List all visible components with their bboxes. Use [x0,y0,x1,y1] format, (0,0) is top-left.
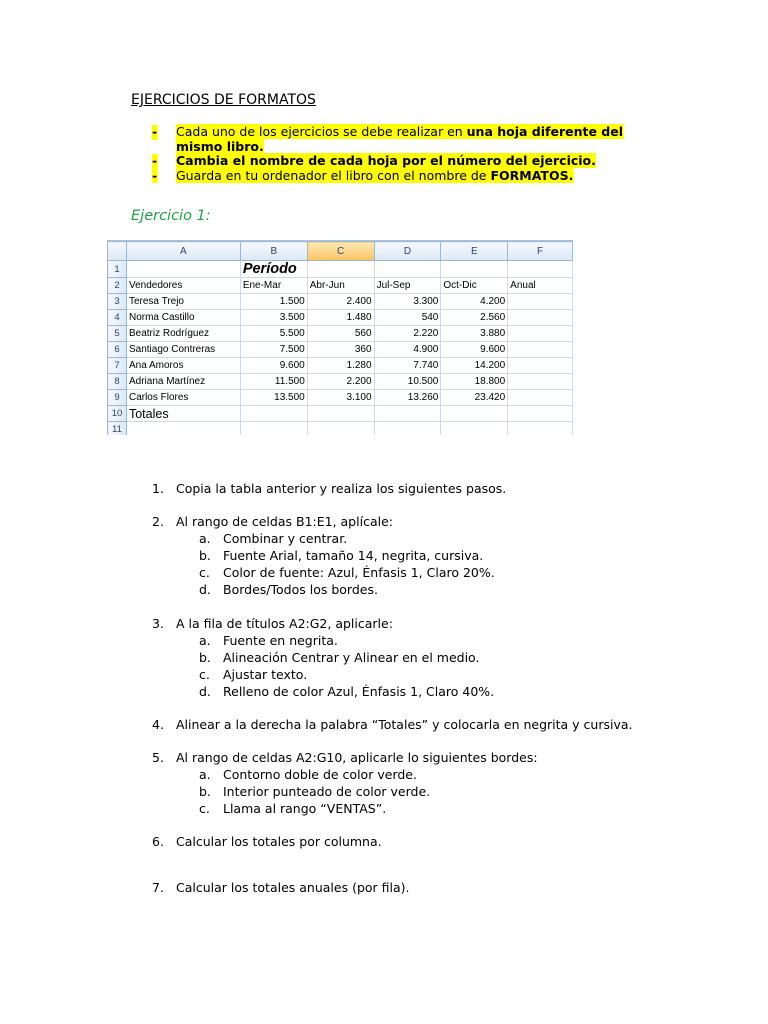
row-number: 8 [108,374,127,390]
instruction-item [152,154,652,169]
steps-list [152,480,712,896]
sheet-cell: 4.200 [441,294,508,310]
step-item [152,749,712,766]
sub-step-letter: a. [199,767,211,782]
sheet-cell: 4.900 [374,342,441,358]
sheet-cell [441,422,508,436]
sheet-cell [508,390,573,406]
step-number: 6. [152,834,164,849]
sheet-cell [441,261,508,278]
column-header: B [240,242,307,261]
sheet-cell: Beatriz Rodríguez [126,326,240,342]
column-header: C [307,242,374,261]
sheet-cell: 10.500 [374,374,441,390]
sub-step-text: Combinar y centrar. [223,531,348,546]
spreadsheet-screenshot [107,240,573,435]
sheet-cell: Período [240,261,307,278]
sheet-cell: 3.500 [240,310,307,326]
sheet-cell: 360 [307,342,374,358]
sheet-cell [126,261,240,278]
sheet-row [108,278,573,294]
step-number: 1. [152,481,164,496]
column-header: A [126,242,240,261]
sub-step-letter: a. [199,633,211,648]
sheet-cell: 14.200 [441,358,508,374]
step-number: 5. [152,750,164,765]
sheet-row [108,342,573,358]
sheet-cell: Anual [508,278,573,294]
column-header: F [508,242,573,261]
row-number: 2 [108,278,127,294]
sheet-cell: 1.480 [307,310,374,326]
row-number: 10 [108,406,127,422]
step-item [152,480,712,497]
instruction-bold: una hoja diferente del mismo libro. [176,124,624,154]
sub-step-letter: c. [199,801,210,816]
sheet-cell: Norma Castillo [126,310,240,326]
column-header-row [108,242,573,261]
instructions-list [152,125,652,183]
row-number: 9 [108,390,127,406]
sheet-cell: Totales [126,406,240,422]
row-number: 7 [108,358,127,374]
instruction-bold: Cambia el nombre de cada hoja por el número del ejercicio. [176,153,596,168]
step-text: Calcular los totales por columna. [176,834,382,849]
sheet-cell: 13.260 [374,390,441,406]
row-number: 4 [108,310,127,326]
sub-step-item [152,666,712,683]
step-text: Calcular los totales anuales (por fila). [176,880,410,895]
sheet-cell [307,422,374,436]
sheet-cell [508,406,573,422]
step-text: Copia la tabla anterior y realiza los siguientes pasos. [176,481,507,496]
bullet-dash: - [152,153,158,168]
sub-step-item [152,783,712,800]
sub-step-letter: b. [199,784,211,799]
sub-step-text: Interior punteado de color verde. [223,784,431,799]
bullet-dash: - [152,124,158,139]
sub-step-text: Relleno de color Azul, Énfasis 1, Claro 40%. [223,684,495,699]
bullet-dash: - [152,167,158,183]
sheet-row [108,294,573,310]
step-item [152,716,712,733]
sub-step-text: Llama al rango “VENTAS”. [223,801,387,816]
exercise-title: Ejercicio 1: [131,208,211,224]
sheet-cell [508,310,573,326]
sheet-cell: Ana Amoros [126,358,240,374]
step-text: A la fila de títulos A2:G2, aplicarle: [176,616,393,631]
sub-step-item [152,800,712,817]
sheet-cell [374,261,441,278]
sheet-cell: 3.880 [441,326,508,342]
sheet-cell: Vendedores [126,278,240,294]
sheet-cell: 7.500 [240,342,307,358]
sheet-cell: 1.500 [240,294,307,310]
sheet-cell: 540 [374,310,441,326]
sub-step-letter: a. [199,531,211,546]
instruction-text: Guarda en tu ordenador el libro con el nombre de [176,167,491,183]
sheet-cell: 9.600 [240,358,307,374]
row-number: 11 [108,422,127,436]
row-number: 6 [108,342,127,358]
sub-step-text: Contorno doble de color verde. [223,767,417,782]
step-text: Al rango de celdas A2:G10, aplicarle lo siguientes bordes: [176,750,538,765]
sheet-cell [126,422,240,436]
sheet-cell [508,294,573,310]
page-title: EJERCICIOS DE FORMATOS [131,92,316,108]
column-header: E [441,242,508,261]
sheet-cell: 7.740 [374,358,441,374]
sheet-cell: Teresa Trejo [126,294,240,310]
step-text: Al rango de celdas B1:E1, aplícale: [176,514,393,529]
sheet-cell [508,358,573,374]
sub-step-text: Ajustar texto. [223,667,308,682]
sheet-row [108,406,573,422]
step-number: 4. [152,717,164,732]
sheet-row [108,326,573,342]
sheet-cell: Oct-Dic [441,278,508,294]
sheet-cell: Jul-Sep [374,278,441,294]
instruction-text: Cada uno de los ejercicios se debe realizar en [176,124,467,139]
select-all-corner [108,242,127,261]
sheet-cell [240,422,307,436]
sheet-cell: 9.600 [441,342,508,358]
sheet-cell: 560 [307,326,374,342]
instruction-bold: FORMATOS. [490,167,574,183]
sheet-cell [374,422,441,436]
sheet-cell: Carlos Flores [126,390,240,406]
instruction-item [152,169,652,184]
sheet-cell: 13.500 [240,390,307,406]
sheet-row [108,261,573,278]
sheet-cell: 3.300 [374,294,441,310]
sheet-cell: Santiago Contreras [126,342,240,358]
sheet-cell [307,406,374,422]
sheet-row [108,374,573,390]
step-text: Alinear a la derecha la palabra “Totales” y colocarla en negrita y cursiva. [176,717,633,732]
instruction-item [152,125,652,154]
sub-step-text: Fuente Arial, tamaño 14, negrita, cursiva. [223,548,484,563]
sheet-cell [307,261,374,278]
sub-step-item [152,766,712,783]
step-number: 2. [152,514,164,529]
sub-step-item [152,530,712,547]
sub-step-text: Fuente en negrita. [223,633,338,648]
sheet-cell: 2.400 [307,294,374,310]
sheet-cell: 5.500 [240,326,307,342]
sheet-cell: 2.200 [307,374,374,390]
sub-step-item [152,581,712,598]
sheet-cell: Ene-Mar [240,278,307,294]
step-item [152,879,712,896]
sub-step-letter: d. [199,582,211,597]
sub-step-letter: c. [199,565,210,580]
sheet-cell: 23.420 [441,390,508,406]
sub-step-text: Alineación Centrar y Alinear en el medio. [223,650,480,665]
sheet-row [108,422,573,436]
row-number: 5 [108,326,127,342]
sheet-cell [508,374,573,390]
sub-step-item [152,564,712,581]
sub-step-letter: b. [199,650,211,665]
sheet-cell: Abr-Jun [307,278,374,294]
sheet-cell [508,326,573,342]
sheet-cell [240,406,307,422]
step-number: 7. [152,880,164,895]
sheet-cell [508,342,573,358]
sheet-cell: 2.220 [374,326,441,342]
sheet-row [108,358,573,374]
sub-step-item [152,683,712,700]
sheet-cell: 1.280 [307,358,374,374]
sheet-cell [508,422,573,436]
step-item [152,615,712,632]
sub-step-letter: d. [199,684,211,699]
sheet-cell [508,261,573,278]
sub-step-item [152,632,712,649]
sheet-cell: 3.100 [307,390,374,406]
column-header: D [374,242,441,261]
sheet-cell: 18.800 [441,374,508,390]
sub-step-item [152,547,712,564]
sub-step-text: Bordes/Todos los bordes. [223,582,378,597]
row-number: 3 [108,294,127,310]
step-item [152,833,712,850]
sub-step-letter: b. [199,548,211,563]
sheet-cell [441,406,508,422]
sub-step-item [152,649,712,666]
sheet-row [108,310,573,326]
sheet-row [108,390,573,406]
row-number: 1 [108,261,127,278]
step-number: 3. [152,616,164,631]
sub-step-letter: c. [199,667,210,682]
sheet-cell: 11.500 [240,374,307,390]
step-item [152,513,712,530]
sheet-cell [374,406,441,422]
sheet-cell: Adriana Martínez [126,374,240,390]
sub-step-text: Color de fuente: Azul, Énfasis 1, Claro 20%. [223,565,495,580]
sheet-cell: 2.560 [441,310,508,326]
